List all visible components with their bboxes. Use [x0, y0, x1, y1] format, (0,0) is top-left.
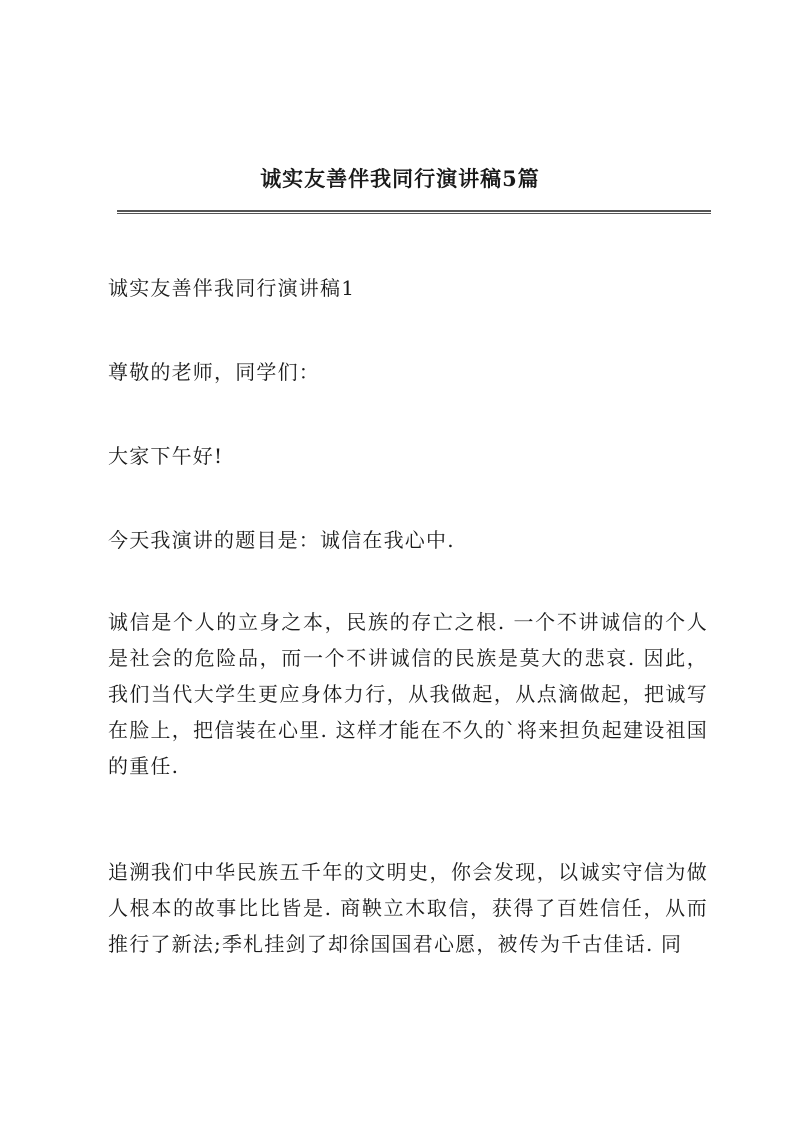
- greeting: 大家下午好!: [108, 444, 224, 468]
- document-title: 诚实友善伴我同行演讲稿5篇: [260, 166, 540, 191]
- speech-topic: 今天我演讲的题目是：诚信在我心中.: [108, 528, 455, 552]
- section-heading: 诚实友善伴我同行演讲稿1: [108, 276, 356, 300]
- salutation: 尊敬的老师，同学们：: [108, 360, 320, 384]
- title-divider: [117, 210, 711, 214]
- body-paragraph: 诚信是个人的立身之本，民族的存亡之根. 一个不讲诚信的个人是社会的危险品，而一个不讲诚信的民族是莫大的悲哀. 因此，我们当代大学生更应身体力行，从我做起，从点滴做起，把诚写在脸上，把信装在心里. 这样才能在不久的`将来担负起建设祖国的重任.: [108, 610, 708, 778]
- body-paragraph: 追溯我们中华民族五千年的文明史，你会发现，以诚实守信为做人根本的故事比比皆是. 商鞅立木取信，获得了百姓信任，从而推行了新法;季札挂剑了却徐国国君心愿，被传为千古佳话. 同: [108, 860, 708, 956]
